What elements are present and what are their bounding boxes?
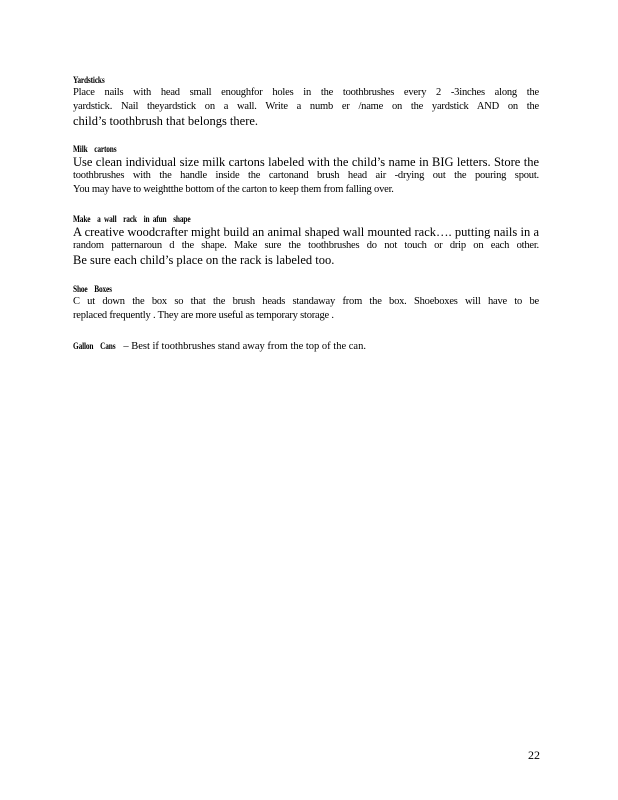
body-line: random patternaroun d the shape. Make sure the toothbrushes do not touch or drip on each other. <box>73 240 539 251</box>
body-line: You may have to weightthe bottom of the carton to keep them from falling over. <box>73 184 394 195</box>
section-heading: Make a wall rack in afun shape <box>73 214 191 224</box>
section-wall-rack <box>73 213 539 267</box>
section-heading: Yardsticks <box>73 75 105 85</box>
body-line: A creative woodcrafter might build an animal shaped wall mounted rack…. putting nails in a <box>73 225 539 239</box>
body-line: C ut down the box so that the brush heads standaway from the box. Shoeboxes will have to be <box>73 296 539 307</box>
body-line: Place nails with head small enoughfor holes in the toothbrushes every 2 -3inches along the <box>73 87 539 98</box>
section-gallon-cans <box>73 340 366 354</box>
section-milk-cartons <box>73 143 539 197</box>
section-heading: Shoe Boxes <box>73 284 112 294</box>
body-line: – Best if toothbrushes stand away from the top of the can. <box>123 341 366 352</box>
section-heading: Milk cartons <box>73 144 117 154</box>
body-line: replaced frequently . They are more useful as temporary storage . <box>73 310 334 321</box>
page-number: 22 <box>528 748 540 762</box>
body-line: Be sure each child’s place on the rack is labeled too. <box>73 253 335 267</box>
body-line: toothbrushes with the handle inside the cartonand brush head air -drying out the pouring spout. <box>73 170 539 181</box>
section-heading: Gallon Cans <box>73 341 116 351</box>
section-shoe-boxes <box>73 283 539 323</box>
section-yardsticks <box>73 74 539 128</box>
body-line: child’s toothbrush that belongs there. <box>73 114 259 128</box>
body-line: Use clean individual size milk cartons labeled with the child’s name in BIG letters. Store the <box>73 155 539 169</box>
body-line: yardstick. Nail theyardstick on a wall. Write a numb er /name on the yardstick AND on the <box>73 101 539 112</box>
